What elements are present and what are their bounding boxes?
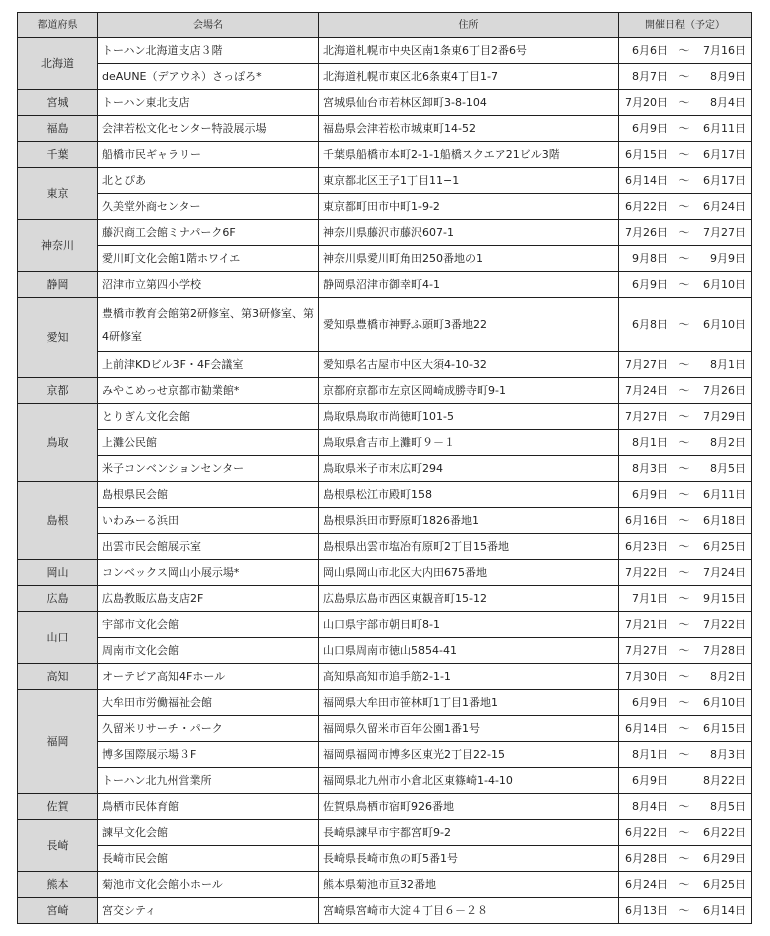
address-cell: 福岡県久留米市百年公園1番1号 — [319, 716, 619, 742]
prefecture-cell: 東京 — [18, 168, 98, 220]
date-separator: ～ — [678, 540, 690, 553]
end-date: 6月14日 — [703, 904, 746, 917]
start-date: 7月30日 — [625, 670, 668, 683]
address-cell: 福岡県福岡市博多区東光2丁目22-15 — [319, 742, 619, 768]
date-separator: ～ — [678, 696, 690, 709]
end-date: 8月9日 — [710, 70, 746, 83]
end-date: 8月5日 — [710, 800, 746, 813]
table-row — [18, 638, 752, 664]
prefecture-cell: 千葉 — [18, 142, 98, 168]
venue-cell: 諫早文化会館 — [98, 820, 319, 846]
table-row — [18, 194, 752, 220]
table-row — [18, 690, 752, 716]
date-separator: ～ — [678, 410, 690, 423]
start-date: 6月22日 — [625, 200, 668, 213]
start-date: 7月24日 — [625, 384, 668, 397]
dates-cell — [619, 560, 752, 586]
table-row — [18, 456, 752, 482]
address-cell: 山口県宇部市朝日町8-1 — [319, 612, 619, 638]
end-date: 9月9日 — [710, 252, 746, 265]
table-row — [18, 90, 752, 116]
venue-cell: 上灘公民館 — [98, 430, 319, 456]
address-cell: 静岡県沼津市御幸町4-1 — [319, 272, 619, 298]
address-cell: 京都府京都市左京区岡崎成勝寺町9-1 — [319, 378, 619, 404]
venue-cell: 広島教販広島支店2F — [98, 586, 319, 612]
dates-cell — [619, 482, 752, 508]
venue-cell: 出雲市民会館展示室 — [98, 534, 319, 560]
date-separator: ～ — [678, 722, 690, 735]
start-date: 6月28日 — [625, 852, 668, 865]
date-separator: ～ — [678, 318, 690, 331]
table-row — [18, 298, 752, 352]
end-date: 6月17日 — [703, 148, 746, 161]
end-date: 7月27日 — [703, 226, 746, 239]
start-date: 6月16日 — [625, 514, 668, 527]
address-cell: 島根県出雲市塩冶有原町2丁目15番地 — [319, 534, 619, 560]
address-cell: 千葉県船橋市本町2-1-1船橋スクエア21ビル3階 — [319, 142, 619, 168]
venue-cell: 北とぴあ — [98, 168, 319, 194]
end-date: 6月10日 — [703, 696, 746, 709]
venue-cell: 沼津市立第四小学校 — [98, 272, 319, 298]
schedule-table-container — [17, 12, 752, 924]
venue-cell: 久留米リサーチ・パーク — [98, 716, 319, 742]
date-separator: ～ — [678, 826, 690, 839]
table-body — [18, 38, 752, 924]
prefecture-cell: 京都 — [18, 378, 98, 404]
venue-cell: トーハン北九州営業所 — [98, 768, 319, 794]
start-date: 6月6日 — [632, 44, 668, 57]
prefecture-cell: 神奈川 — [18, 220, 98, 272]
address-cell: 愛知県豊橋市神野ふ頭町3番地22 — [319, 298, 619, 352]
start-date: 7月22日 — [625, 566, 668, 579]
dates-cell — [619, 846, 752, 872]
address-cell: 東京都町田市中町1-9-2 — [319, 194, 619, 220]
start-date: 6月15日 — [625, 148, 668, 161]
address-cell: 北海道札幌市東区北6条東4丁目1-7 — [319, 64, 619, 90]
table-row — [18, 768, 752, 794]
date-separator: ～ — [678, 852, 690, 865]
dates-cell — [619, 246, 752, 272]
start-date: 7月27日 — [625, 410, 668, 423]
table-row — [18, 508, 752, 534]
end-date: 8月2日 — [710, 436, 746, 449]
start-date: 6月13日 — [625, 904, 668, 917]
table-row — [18, 716, 752, 742]
date-separator: ～ — [678, 670, 690, 683]
prefecture-cell: 高知 — [18, 664, 98, 690]
prefecture-cell: 山口 — [18, 612, 98, 664]
address-cell: 熊本県菊池市亘32番地 — [319, 872, 619, 898]
table-row — [18, 560, 752, 586]
date-separator: ～ — [678, 488, 690, 501]
address-cell: 長崎県長崎市魚の町5番1号 — [319, 846, 619, 872]
address-cell: 福岡県大牟田市笹林町1丁目1番地1 — [319, 690, 619, 716]
date-separator: ～ — [678, 644, 690, 657]
prefecture-cell: 熊本 — [18, 872, 98, 898]
end-date: 6月15日 — [703, 722, 746, 735]
table-row — [18, 142, 752, 168]
end-date: 6月18日 — [703, 514, 746, 527]
table-row — [18, 742, 752, 768]
table-row — [18, 404, 752, 430]
date-separator: ～ — [678, 878, 690, 891]
venue-cell: トーハン東北支店 — [98, 90, 319, 116]
end-date: 6月11日 — [703, 488, 746, 501]
address-cell: 鳥取県鳥取市尚徳町101-5 — [319, 404, 619, 430]
prefecture-cell: 宮城 — [18, 90, 98, 116]
prefecture-cell: 広島 — [18, 586, 98, 612]
address-cell: 鳥取県倉吉市上灘町９－１ — [319, 430, 619, 456]
start-date: 7月27日 — [625, 358, 668, 371]
start-date: 6月22日 — [625, 826, 668, 839]
start-date: 6月9日 — [632, 278, 668, 291]
address-cell: 福岡県北九州市小倉北区東篠崎1-4-10 — [319, 768, 619, 794]
dates-cell — [619, 768, 752, 794]
start-date: 6月14日 — [625, 174, 668, 187]
date-separator: ～ — [678, 96, 690, 109]
venue-cell: 久美堂外商センター — [98, 194, 319, 220]
start-date: 8月1日 — [632, 436, 668, 449]
end-date: 6月22日 — [703, 826, 746, 839]
venue-cell: 博多国際展示場３F — [98, 742, 319, 768]
table-row — [18, 378, 752, 404]
dates-cell — [619, 430, 752, 456]
date-separator: ～ — [678, 384, 690, 397]
dates-cell — [619, 142, 752, 168]
date-separator: ～ — [678, 800, 690, 813]
venue-cell: 宮交シティ — [98, 898, 319, 924]
dates-cell — [619, 272, 752, 298]
venue-cell: 愛川町文化会館1階ホワイエ — [98, 246, 319, 272]
address-cell: 島根県浜田市野原町1826番地1 — [319, 508, 619, 534]
end-date: 9月15日 — [703, 592, 746, 605]
start-date: 8月3日 — [632, 462, 668, 475]
end-date: 7月22日 — [703, 618, 746, 631]
date-separator: ～ — [678, 200, 690, 213]
venue-cell: 菊池市文化会館小ホール — [98, 872, 319, 898]
date-separator: ～ — [678, 122, 690, 135]
prefecture-cell: 宮崎 — [18, 898, 98, 924]
table-row — [18, 534, 752, 560]
table-row — [18, 352, 752, 378]
dates-cell — [619, 194, 752, 220]
venue-cell: 宇部市文化会館 — [98, 612, 319, 638]
table-row — [18, 430, 752, 456]
prefecture-cell: 長崎 — [18, 820, 98, 872]
start-date: 6月9日 — [632, 488, 668, 501]
date-separator: ～ — [678, 174, 690, 187]
dates-cell — [619, 378, 752, 404]
table-row — [18, 898, 752, 924]
prefecture-cell: 福岡 — [18, 690, 98, 794]
dates-cell — [619, 168, 752, 194]
table-row — [18, 116, 752, 142]
venue-cell: deAUNE（デアウネ）さっぽろ* — [98, 64, 319, 90]
start-date: 7月20日 — [625, 96, 668, 109]
table-row — [18, 586, 752, 612]
table-row — [18, 220, 752, 246]
date-separator: ～ — [678, 148, 690, 161]
venue-cell: 島根県民会館 — [98, 482, 319, 508]
start-date: 7月1日 — [632, 592, 668, 605]
header-address: 住所 — [319, 13, 619, 38]
date-separator: ～ — [678, 278, 690, 291]
header-dates: 開催日程（予定） — [619, 13, 752, 38]
table-row — [18, 168, 752, 194]
dates-cell — [619, 586, 752, 612]
address-cell: 山口県周南市徳山5854-41 — [319, 638, 619, 664]
end-date: 7月24日 — [703, 566, 746, 579]
dates-cell — [619, 690, 752, 716]
address-cell: 佐賀県鳥栖市宿町926番地 — [319, 794, 619, 820]
table-row — [18, 612, 752, 638]
table-header-row — [18, 13, 752, 38]
address-cell: 神奈川県藤沢市藤沢607-1 — [319, 220, 619, 246]
date-separator: ～ — [678, 566, 690, 579]
dates-cell — [619, 90, 752, 116]
date-separator: ～ — [678, 252, 690, 265]
address-cell: 高知県高知市追手筋2-1-1 — [319, 664, 619, 690]
end-date: 7月16日 — [703, 44, 746, 57]
start-date: 7月26日 — [625, 226, 668, 239]
start-date: 6月9日 — [632, 122, 668, 135]
dates-cell — [619, 742, 752, 768]
start-date: 6月9日 — [632, 696, 668, 709]
prefecture-cell: 北海道 — [18, 38, 98, 90]
address-cell: 北海道札幌市中央区南1条東6丁目2番6号 — [319, 38, 619, 64]
date-separator: ～ — [678, 904, 690, 917]
table-row — [18, 272, 752, 298]
prefecture-cell: 鳥取 — [18, 404, 98, 482]
header-prefecture: 都道府県 — [18, 13, 98, 38]
address-cell: 島根県松江市殿町158 — [319, 482, 619, 508]
prefecture-cell: 愛知 — [18, 298, 98, 378]
venue-cell: 豊橋市教育会館第2研修室、第3研修室、第4研修室 — [98, 298, 319, 352]
address-cell: 福島県会津若松市城東町14-52 — [319, 116, 619, 142]
end-date: 8月4日 — [710, 96, 746, 109]
dates-cell — [619, 534, 752, 560]
end-date: 6月11日 — [703, 122, 746, 135]
dates-cell — [619, 794, 752, 820]
venue-schedule-table — [17, 12, 752, 924]
venue-cell: 藤沢商工会館ミナパーク6F — [98, 220, 319, 246]
dates-cell — [619, 820, 752, 846]
table-row — [18, 482, 752, 508]
venue-cell: 米子コンベンションセンター — [98, 456, 319, 482]
start-date: 8月1日 — [632, 748, 668, 761]
date-separator: ～ — [678, 748, 690, 761]
date-separator: ～ — [678, 618, 690, 631]
table-row — [18, 664, 752, 690]
end-date: 6月25日 — [703, 878, 746, 891]
end-date: 8月2日 — [710, 670, 746, 683]
prefecture-cell: 福島 — [18, 116, 98, 142]
table-row — [18, 246, 752, 272]
date-separator: ～ — [678, 358, 690, 371]
date-separator: ～ — [678, 514, 690, 527]
dates-cell — [619, 352, 752, 378]
header-venue: 会場名 — [98, 13, 319, 38]
dates-cell — [619, 508, 752, 534]
end-date: 7月28日 — [703, 644, 746, 657]
table-row — [18, 846, 752, 872]
table-row — [18, 38, 752, 64]
prefecture-cell: 島根 — [18, 482, 98, 560]
prefecture-cell: 静岡 — [18, 272, 98, 298]
address-cell: 東京都北区王子1丁目11−1 — [319, 168, 619, 194]
venue-cell: 会津若松文化センター特設展示場 — [98, 116, 319, 142]
start-date: 9月8日 — [632, 252, 668, 265]
dates-cell — [619, 716, 752, 742]
dates-cell — [619, 116, 752, 142]
end-date: 8月3日 — [710, 748, 746, 761]
address-cell: 愛知県名古屋市中区大須4-10-32 — [319, 352, 619, 378]
end-date: 6月17日 — [703, 174, 746, 187]
start-date: 8月7日 — [632, 70, 668, 83]
dates-cell — [619, 404, 752, 430]
dates-cell — [619, 612, 752, 638]
date-separator: ～ — [678, 44, 690, 57]
dates-cell — [619, 664, 752, 690]
venue-cell: いわみーる浜田 — [98, 508, 319, 534]
end-date: 6月10日 — [703, 278, 746, 291]
dates-cell — [619, 64, 752, 90]
venue-cell: 船橋市民ギャラリー — [98, 142, 319, 168]
dates-cell — [619, 638, 752, 664]
end-date: 6月24日 — [703, 200, 746, 213]
address-cell: 鳥取県米子市末広町294 — [319, 456, 619, 482]
venue-cell: 大牟田市労働福祉会館 — [98, 690, 319, 716]
address-cell: 広島県広島市西区東観音町15-12 — [319, 586, 619, 612]
venue-cell: とりぎん文化会館 — [98, 404, 319, 430]
table-row — [18, 820, 752, 846]
dates-cell — [619, 298, 752, 352]
address-cell: 長崎県諫早市宇都宮町9-2 — [319, 820, 619, 846]
address-cell: 神奈川県愛川町角田250番地の1 — [319, 246, 619, 272]
date-separator: ～ — [678, 70, 690, 83]
venue-cell: 周南市文化会館 — [98, 638, 319, 664]
prefecture-cell: 佐賀 — [18, 794, 98, 820]
start-date: 6月9日 — [632, 774, 668, 787]
venue-cell: みやこめっせ京都市勧業館* — [98, 378, 319, 404]
table-row — [18, 794, 752, 820]
venue-cell: コンベックス岡山小展示場* — [98, 560, 319, 586]
dates-cell — [619, 898, 752, 924]
venue-cell: 鳥栖市民体育館 — [98, 794, 319, 820]
start-date: 6月23日 — [625, 540, 668, 553]
table-row — [18, 872, 752, 898]
end-date: 8月5日 — [710, 462, 746, 475]
dates-cell — [619, 38, 752, 64]
end-date: 8月22日 — [703, 774, 746, 787]
date-separator: ～ — [678, 592, 690, 605]
end-date: 7月29日 — [703, 410, 746, 423]
start-date: 8月4日 — [632, 800, 668, 813]
dates-cell — [619, 220, 752, 246]
start-date: 6月8日 — [632, 318, 668, 331]
venue-cell: トーハン北海道支店３階 — [98, 38, 319, 64]
start-date: 6月14日 — [625, 722, 668, 735]
end-date: 6月29日 — [703, 852, 746, 865]
start-date: 6月24日 — [625, 878, 668, 891]
end-date: 6月10日 — [703, 318, 746, 331]
prefecture-cell: 岡山 — [18, 560, 98, 586]
end-date: 6月25日 — [703, 540, 746, 553]
table-row — [18, 64, 752, 90]
date-separator: ～ — [678, 226, 690, 239]
date-separator: ～ — [678, 462, 690, 475]
dates-cell — [619, 872, 752, 898]
date-separator: ～ — [678, 436, 690, 449]
address-cell: 宮城県仙台市若林区卸町3-8-104 — [319, 90, 619, 116]
end-date: 7月26日 — [703, 384, 746, 397]
dates-cell — [619, 456, 752, 482]
end-date: 8月1日 — [710, 358, 746, 371]
venue-cell: オーテピア高知4Fホール — [98, 664, 319, 690]
address-cell: 宮崎県宮崎市大淀４丁目６－２８ — [319, 898, 619, 924]
address-cell: 岡山県岡山市北区大内田675番地 — [319, 560, 619, 586]
start-date: 7月27日 — [625, 644, 668, 657]
venue-cell: 長崎市民会館 — [98, 846, 319, 872]
start-date: 7月21日 — [625, 618, 668, 631]
venue-cell: 上前津KDビル3F・4F会議室 — [98, 352, 319, 378]
